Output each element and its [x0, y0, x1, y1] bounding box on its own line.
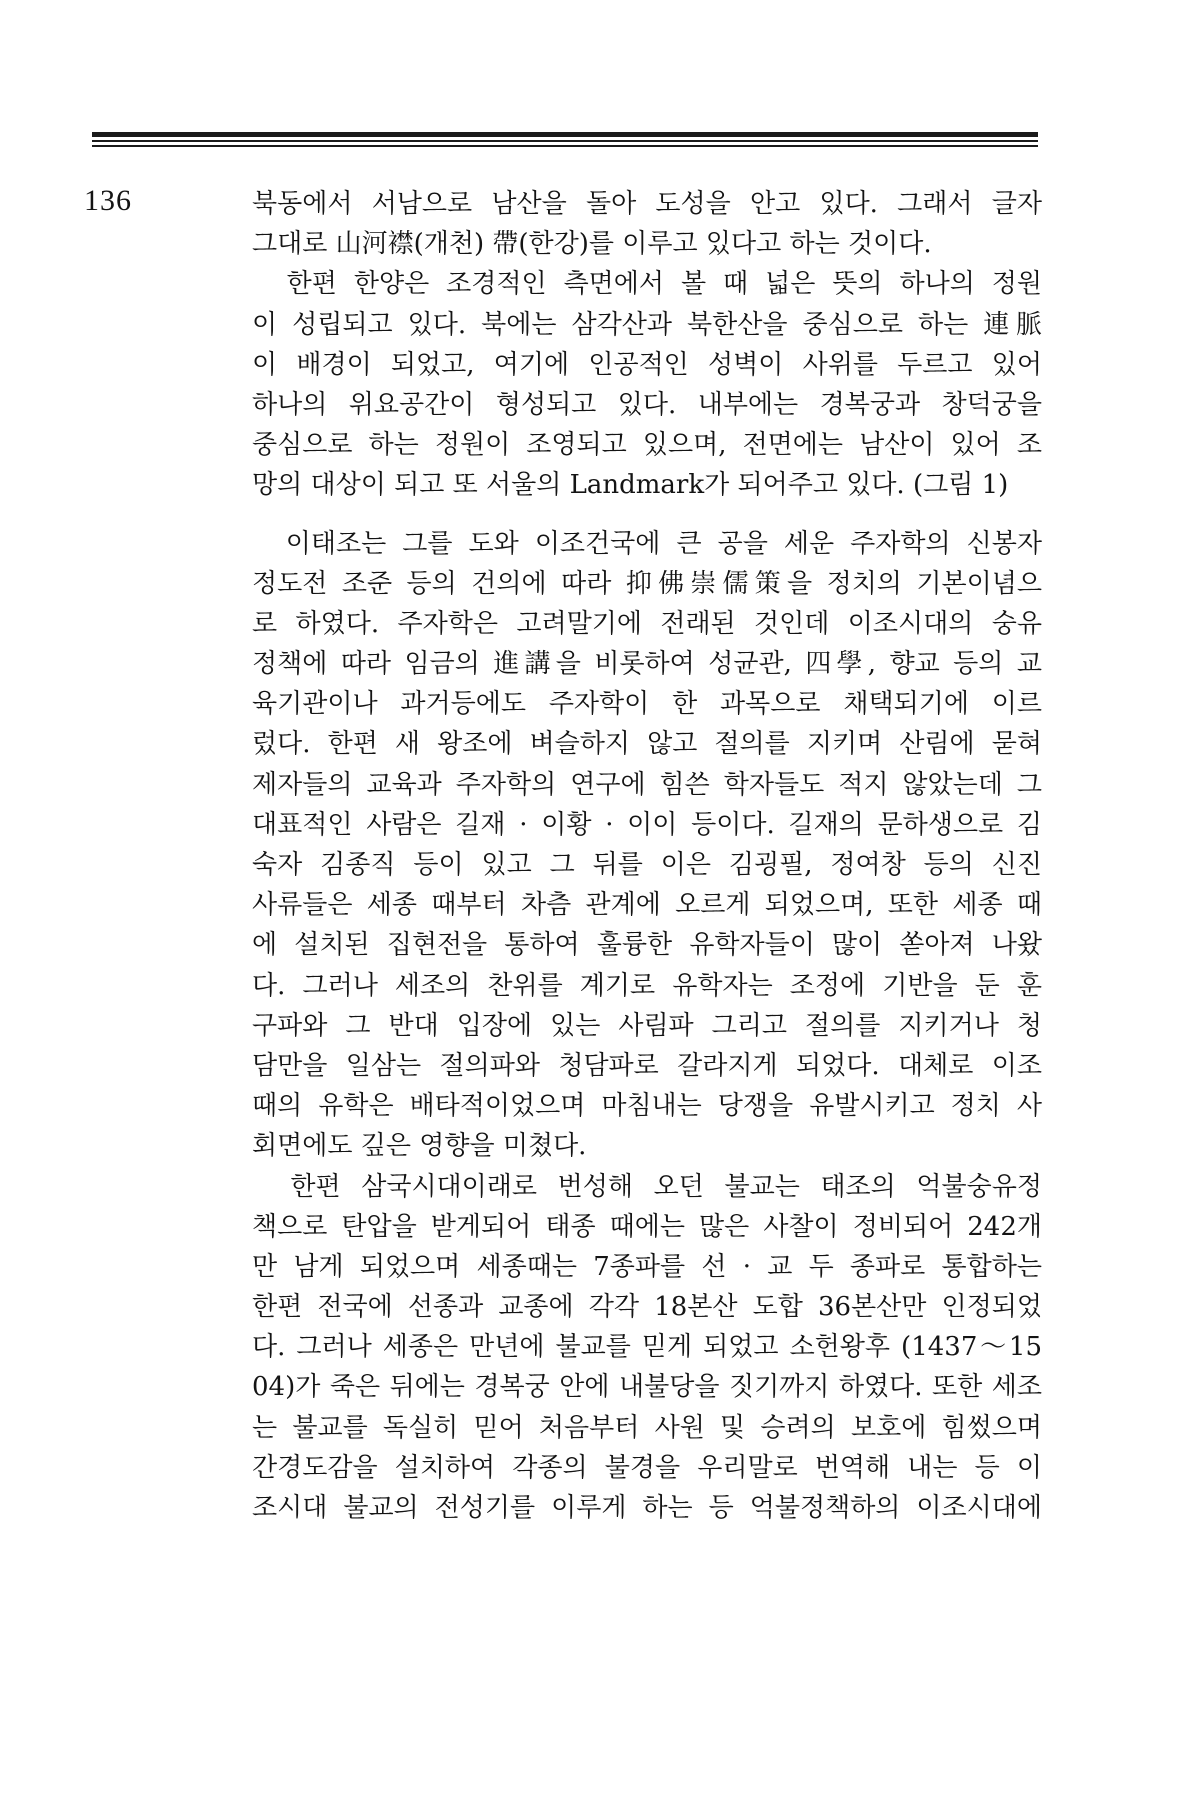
header-rule-thick [92, 132, 1038, 137]
text-line: 04)가 죽은 뒤에는 경복궁 안에 내불당을 짓기까지 하였다. 또한 세조 [252, 1372, 1042, 1403]
paragraph-4 [252, 1167, 1042, 1529]
header-rule-thin [92, 140, 1038, 142]
text-line: 육기관이나 과거등에도 주자학이 한 과목으로 채택되기에 이르 [252, 689, 1042, 720]
text-line: 망의 대상이 되고 또 서울의 Landmark가 되어주고 있다. (그림 1) [252, 470, 1009, 501]
text-line: 정책에 따라 임금의 進講을 비롯하여 성균관, 四學, 향교 등의 교 [252, 649, 1042, 680]
paragraph-3 [252, 524, 1042, 1167]
text-line: 그대로 山河襟(개천) 帶(한강)를 이루고 있다고 하는 것이다. [252, 229, 932, 260]
text-line: 정도전 조준 등의 건의에 따라 抑佛崇儒策을 정치의 기본이념으 [252, 568, 1042, 599]
paragraph-spacer [252, 506, 1042, 524]
text-line: 는 불교를 독실히 믿어 처음부터 사원 및 승려의 보호에 힘썼으며 [252, 1412, 1042, 1443]
text-line: 한편 삼국시대이래로 번성해 오던 불교는 태조의 억불숭유정 [252, 1171, 1042, 1202]
body-text [252, 184, 1042, 1528]
header-rule-thin-lower [92, 145, 1038, 147]
text-line: 간경도감을 설치하여 각종의 불경을 우리말로 번역해 내는 등 이 [252, 1452, 1042, 1483]
text-line: 이 배경이 되었고, 여기에 인공적인 성벽이 사위를 두르고 있어 [252, 349, 1042, 380]
text-line: 숙자 김종직 등이 있고 그 뒤를 이은 김굉필, 정여창 등의 신진 [252, 850, 1042, 880]
paragraph-1 [252, 184, 1042, 264]
text-line: 하나의 위요공간이 형성되고 있다. 내부에는 경복궁과 창덕궁을 [252, 389, 1042, 420]
text-line: 북동에서 서남으로 남산을 돌아 도성을 안고 있다. 그래서 글자 [252, 189, 1042, 219]
paragraph-2 [252, 264, 1042, 505]
text-line: 제자들의 교육과 주자학의 연구에 힘쓴 학자들도 적지 않았는데 그 [252, 769, 1042, 800]
text-line: 에 설치된 집현전을 통하여 훌륭한 유학자들이 많이 쏟아져 나왔 [252, 930, 1042, 961]
text-line: 이 성립되고 있다. 북에는 삼각산과 북한산을 중심으로 하는 連脈 [252, 309, 1042, 340]
text-line: 로 하였다. 주자학은 고려말기에 전래된 것인데 이조시대의 숭유 [252, 608, 1042, 639]
text-line: 회면에도 깊은 영향을 미쳤다. [252, 1131, 587, 1162]
text-line: 중심으로 하는 정원이 조영되고 있으며, 전면에는 남산이 있어 조 [252, 430, 1042, 461]
text-line: 구파와 그 반대 입장에 있는 사림파 그리고 절의를 지키거나 청 [252, 1010, 1042, 1041]
text-line: 조시대 불교의 전성기를 이루게 하는 등 억불정책하의 이조시대에 [252, 1493, 1042, 1523]
text-line: 사류들은 세종 때부터 차츰 관계에 오르게 되었으며, 또한 세종 때 [252, 890, 1042, 921]
text-line: 한편 전국에 선종과 교종에 각각 18본산 도합 36본산만 인정되었 [252, 1292, 1042, 1323]
text-line: 책으로 탄압을 받게되어 태종 때에는 많은 사찰이 정비되어 242개 [252, 1211, 1042, 1242]
page-number: 136 [84, 184, 132, 217]
text-line: 렀다. 한편 새 왕조에 벼슬하지 않고 절의를 지키며 산림에 묻혀 [252, 729, 1042, 760]
text-line: 한편 한양은 조경적인 측면에서 볼 때 넓은 뜻의 하나의 정원 [252, 269, 1042, 300]
text-line: 대표적인 사람은 길재 · 이황 · 이이 등이다. 길재의 문하생으로 김 [252, 809, 1042, 840]
text-line: 다. 그러나 세조의 찬위를 계기로 유학자는 조정에 기반을 둔 훈 [252, 970, 1042, 1001]
text-line: 다. 그러나 세종은 만년에 불교를 믿게 되었고 소헌왕후 (1437～15 [252, 1332, 1042, 1363]
text-line: 만 남게 되었으며 세종때는 7종파를 선 · 교 두 종파로 통합하는 [252, 1251, 1042, 1282]
text-line: 담만을 일삼는 절의파와 청담파로 갈라지게 되었다. 대체로 이조 [252, 1050, 1042, 1081]
text-line: 때의 유학은 배타적이었으며 마침내는 당쟁을 유발시키고 정치 사 [252, 1091, 1042, 1122]
text-line: 이태조는 그를 도와 이조건국에 큰 공을 세운 주자학의 신봉자 [252, 528, 1042, 559]
